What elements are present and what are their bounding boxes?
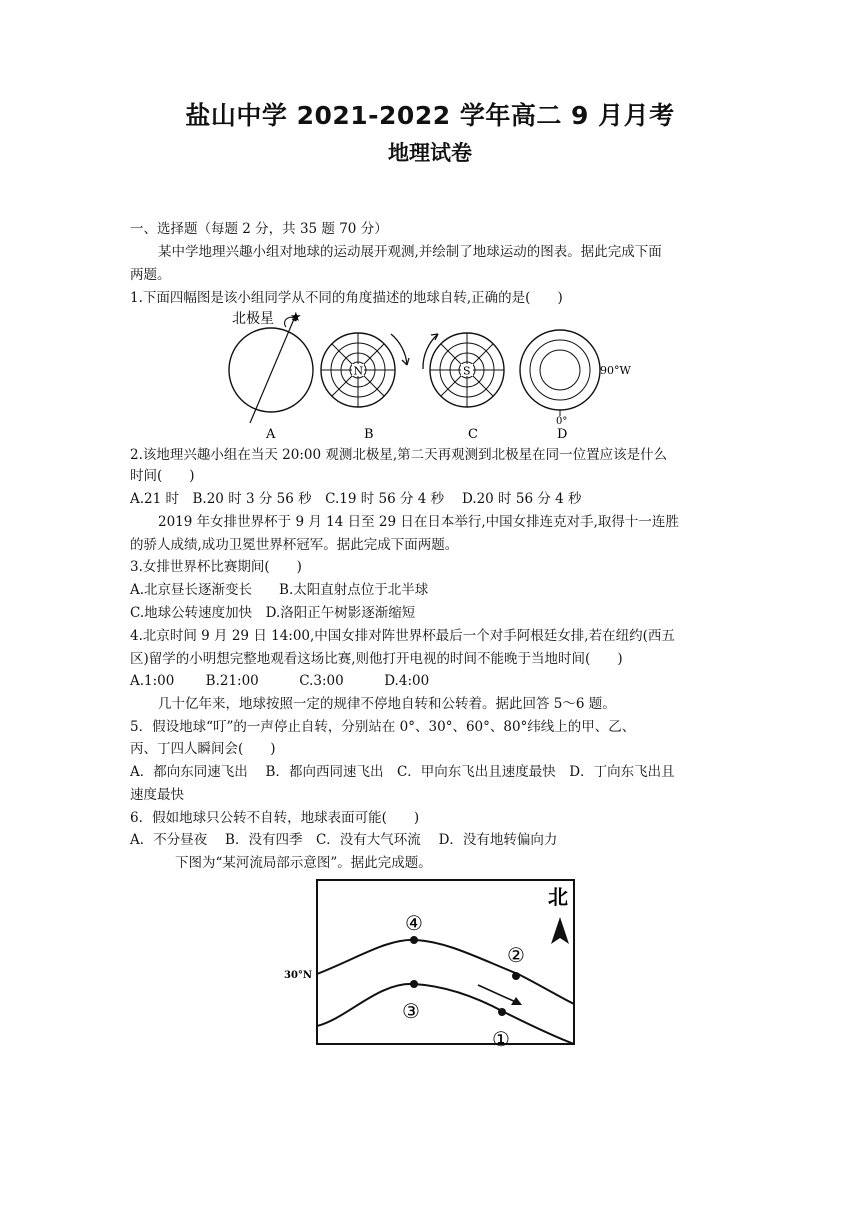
page-title: 盐山中学 2021-2022 学年高二 9 月月考 — [185, 101, 675, 130]
north-label: 北 — [548, 885, 568, 909]
point-1-label: ① — [492, 1027, 510, 1048]
question-5-options: A．都向东同速飞出 B．都向西同速飞出 C．甲向东飞出且速度最快 D．丁向东飞出且 — [130, 764, 675, 780]
intro-paragraph-3: 几十亿年来，地球按照一定的规律不停地自转和公转着。据此回答 5～6 题。 — [158, 696, 616, 712]
question-3-options-1: A.北京昼长逐渐变长 B.太阳直射点位于北半球 — [130, 582, 429, 598]
question-2-options: A.21 时 B.20 时 3 分 56 秒 C.19 时 56 分 4 秒 D.20 时 56 分 4 秒 — [130, 491, 582, 507]
north-pole-label: N — [353, 364, 364, 378]
diagram-b — [321, 333, 409, 407]
question-2-cont: 时间( ) — [130, 468, 195, 484]
river-figure — [278, 878, 578, 1048]
intro-paragraph-2-cont: 的骄人成绩,成功卫冕世界杯冠军。据此完成下面两题。 — [130, 537, 459, 553]
south-pole-label: S — [463, 364, 471, 378]
question-5: 5．假设地球“叮”的一声停止自转，分别站在 0°、30°、60°、80°纬线上的甲、乙、 — [130, 719, 636, 735]
point-4-label: ④ — [405, 911, 423, 935]
caption-b: B — [364, 427, 374, 442]
question-4-options: A.1:00 B.21:00 C.3:00 D.4:00 — [130, 673, 430, 689]
question-3: 3.女排世界杯比赛期间( ) — [130, 559, 302, 575]
diagram-d — [520, 330, 631, 427]
question-3-options-2: C.地球公转速度加快 D.洛阳正午树影逐渐缩短 — [130, 605, 416, 621]
question-6-options: A．不分昼夜 B．没有四季 C．没有大气环流 D．没有地转偏向力 — [130, 832, 558, 848]
river-bank-south — [317, 984, 574, 1044]
intro-paragraph-1-cont: 两题。 — [130, 267, 171, 283]
point-2-label: ② — [507, 943, 525, 967]
point-3-label: ③ — [402, 999, 420, 1023]
river-bank-north — [317, 940, 574, 1004]
point-2 — [512, 972, 520, 980]
intro-paragraph-4: 下图为“某河流局部示意图”。据此完成题。 — [175, 855, 432, 871]
point-4 — [410, 936, 418, 944]
north-arrow-icon — [551, 917, 569, 944]
section-heading: 一、选择题（每题 2 分，共 35 题 70 分） — [130, 221, 388, 237]
longitude-label: 90°W — [600, 364, 631, 377]
question-6: 6．假如地球只公转不自转，地球表面可能( ) — [130, 810, 420, 826]
diagram-a — [229, 310, 313, 423]
question-4: 4.北京时间 9 月 29 日 14:00,中国女排对阵世界杯最后一个对手阿根廷女排,若在纽约(西五 — [130, 628, 675, 644]
flow-direction-arrow — [478, 985, 518, 1003]
question-2: 2.该地理兴趣小组在当天 20:00 观测北极星,第二天再观测到北极星在同一位置应该是什么 — [130, 447, 668, 463]
intro-paragraph-1: 某中学地理兴趣小组对地球的运动展开观测,并绘制了地球运动的图表。据此完成下面 — [158, 244, 662, 260]
polaris-label: 北极星 — [232, 311, 274, 327]
caption-d: D — [557, 427, 568, 442]
diagram-c — [423, 333, 504, 407]
latitude-label: 0° — [556, 416, 568, 427]
question-5-cont: 丙、丁四人瞬间会( ) — [130, 741, 276, 757]
latitude-30n-label: 30°N — [284, 970, 313, 981]
page-subtitle: 地理试卷 — [388, 141, 472, 165]
question-1: 1.下面四幅图是该小组同学从不同的角度描述的地球自转,正确的是( ) — [130, 290, 563, 306]
caption-a: A — [266, 427, 276, 442]
question-4-cont: 区)留学的小明想完整地观看这场比赛,则他打开电视的时间不能晚于当地时间( ) — [130, 651, 623, 667]
earth-rotation-figure — [224, 307, 644, 443]
point-3 — [410, 980, 418, 988]
question-5-options-cont: 速度最快 — [130, 787, 184, 803]
caption-c: C — [468, 427, 478, 442]
star-icon: ★ — [290, 310, 302, 325]
intro-paragraph-2: 2019 年女排世界杯于 9 月 14 日至 29 日在日本举行,中国女排连克对手,取得十一连胜 — [158, 514, 679, 530]
point-1 — [498, 1008, 506, 1016]
